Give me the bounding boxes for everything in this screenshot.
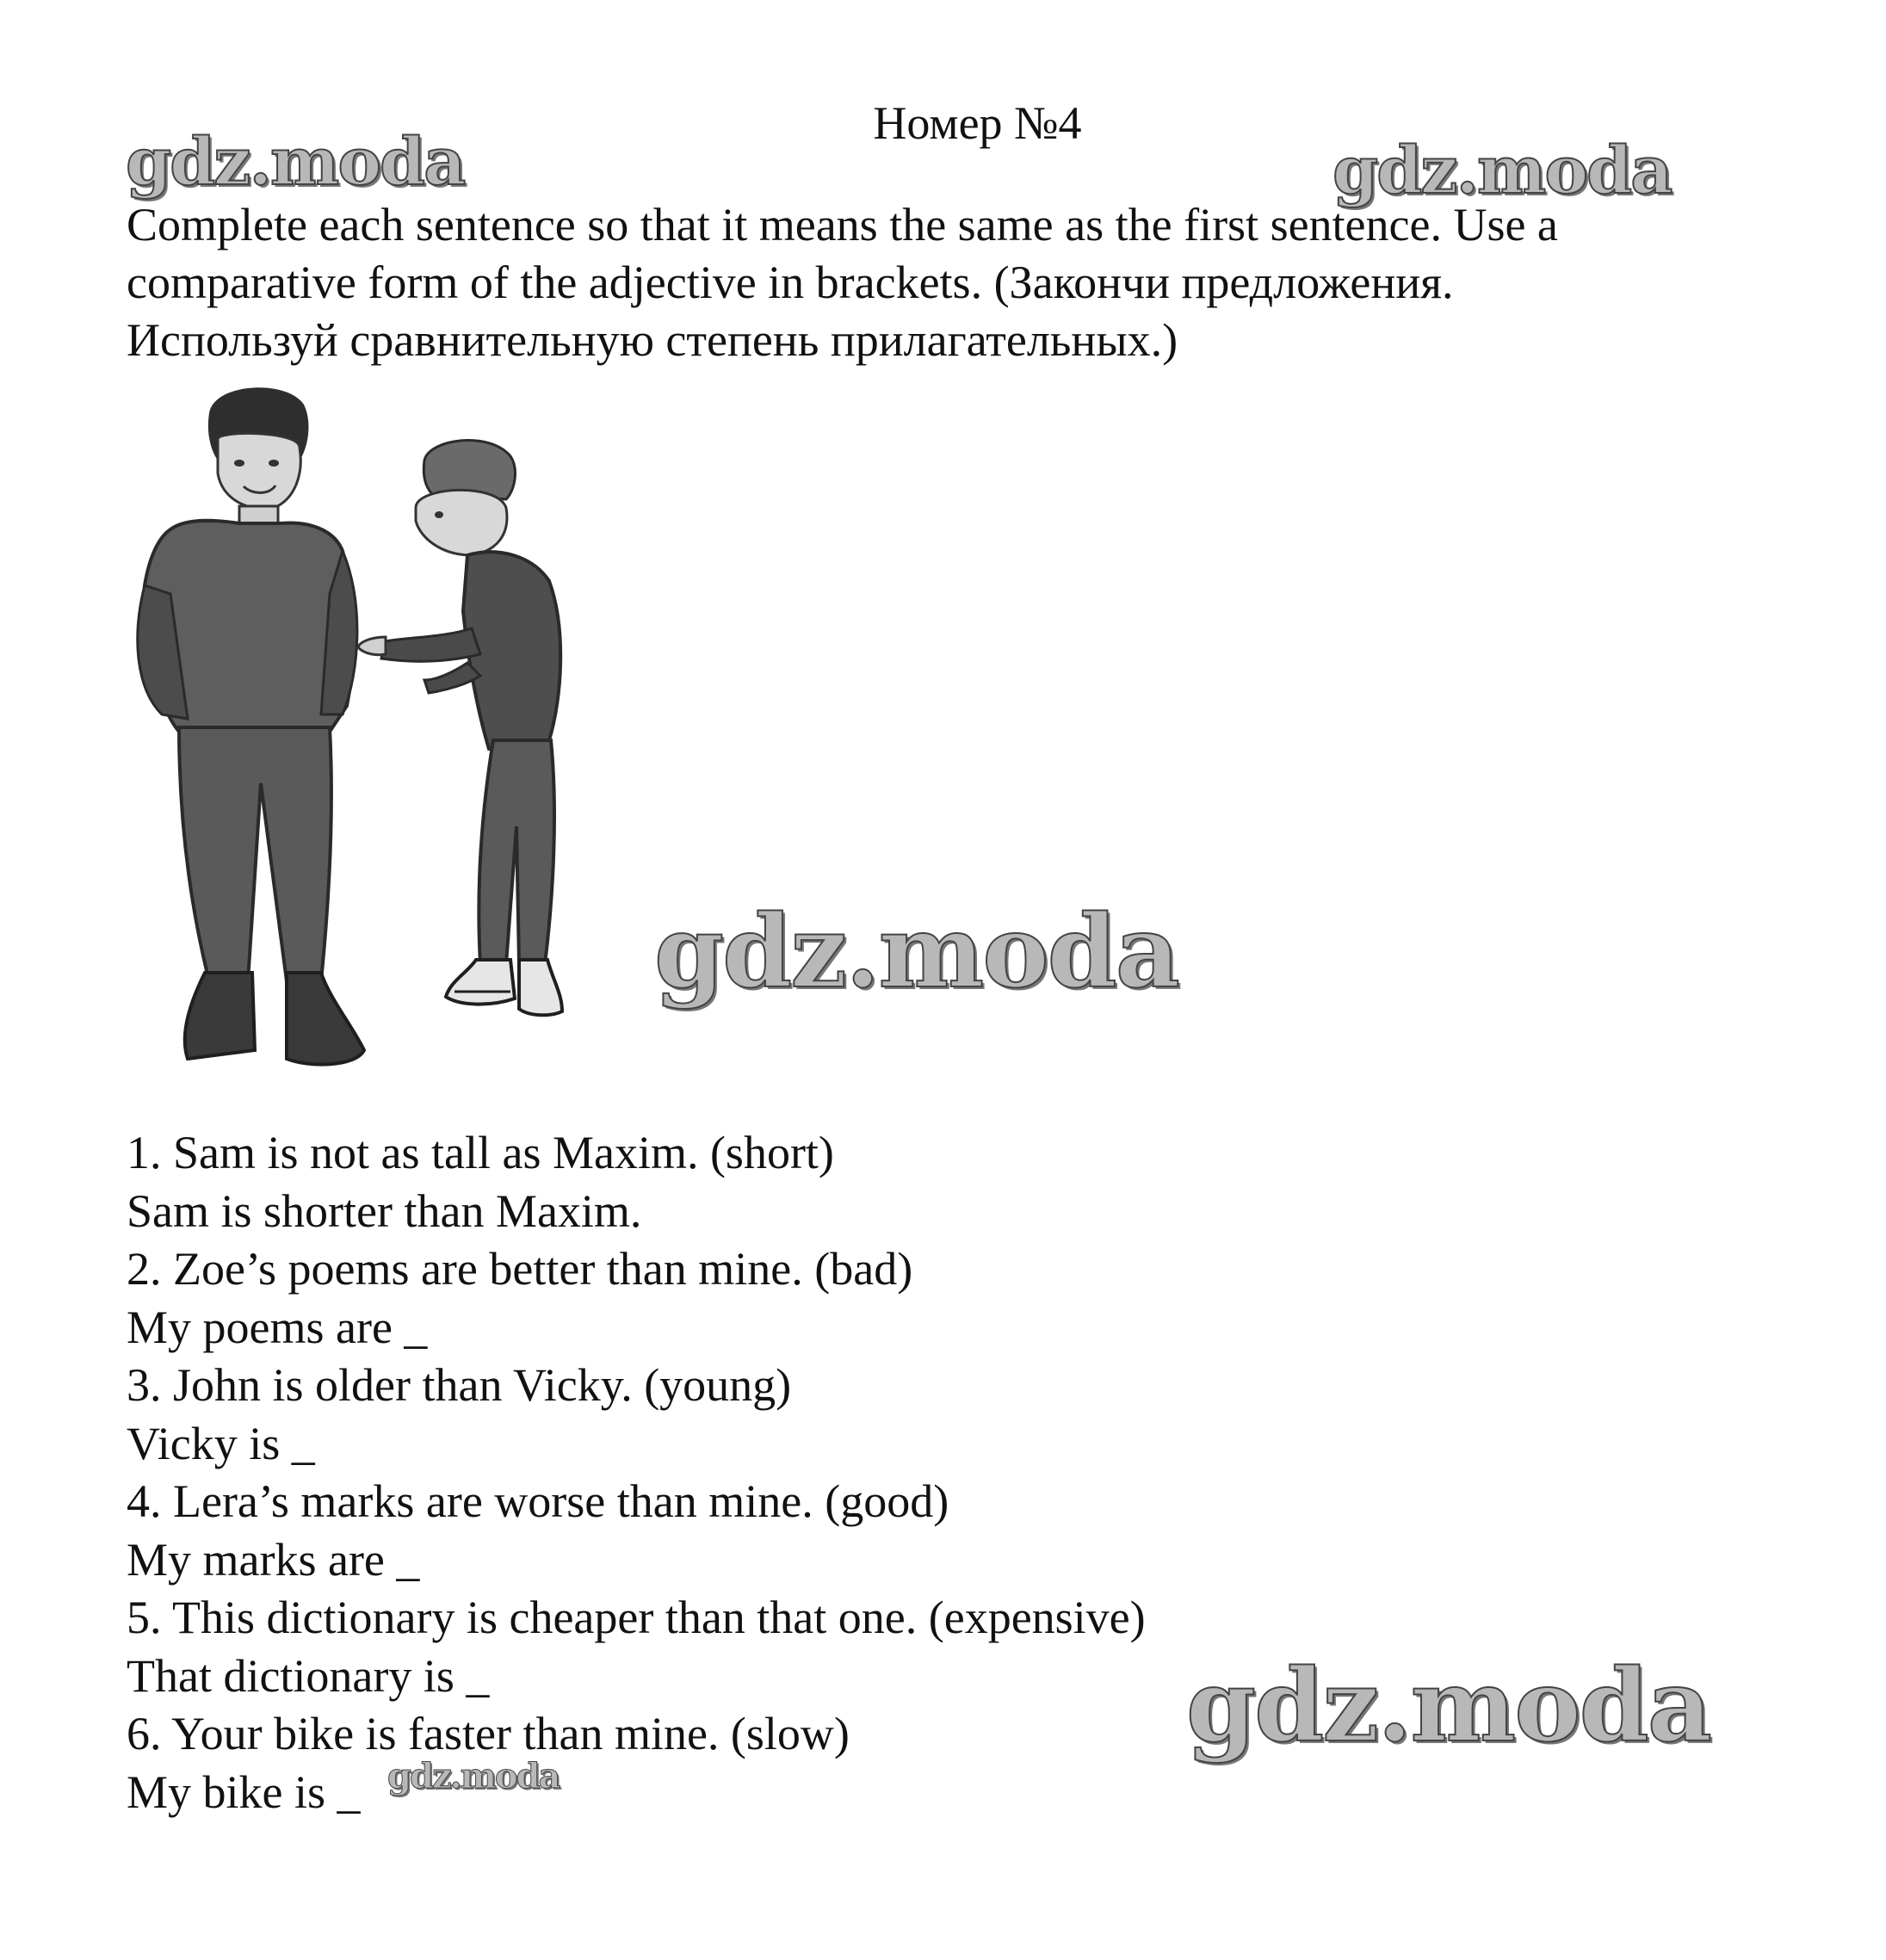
watermark: gdz.moda xyxy=(126,123,465,200)
short-boy-figure xyxy=(358,440,562,1015)
exercise-answer: My bike is _ xyxy=(127,1765,361,1818)
watermark: gdz.moda xyxy=(1333,132,1672,208)
exercise-prompt: 2. Zoe’s poems are better than mine. (bad) xyxy=(127,1243,913,1295)
exercise-prompt: 6. Your bike is faster than mine. (slow) xyxy=(127,1708,850,1759)
watermark: gdz.moda xyxy=(387,1756,560,1796)
exercise-answer: That dictionary is _ xyxy=(127,1649,490,1702)
exercise-prompt: 3. John is older than Vicky. (young) xyxy=(127,1359,792,1411)
exercise-answer: Sam is shorter than Maxim. xyxy=(127,1184,642,1237)
exercise-answer: My poems are _ xyxy=(127,1301,428,1353)
two-boys-illustration xyxy=(127,379,661,1119)
exercise-answer: Vicky is _ xyxy=(127,1417,315,1469)
exercise-answer: My marks are _ xyxy=(127,1533,420,1586)
page-title: Номер №4 xyxy=(873,97,1082,149)
exercise-prompt: 5. This dictionary is cheaper than that one. (expensive) xyxy=(127,1592,1146,1643)
instructions-line: Complete each sentence so that it means the same as the first sentence. Use a xyxy=(127,199,1558,250)
tall-boy-figure xyxy=(138,387,364,1064)
exercise-prompt: 1. Sam is not as tall as Maxim. (short) xyxy=(127,1127,834,1178)
instructions-line: comparative form of the adjective in brackets. (Закончи предложения. xyxy=(127,257,1454,308)
instructions-line: Используй сравнительную степень прилагательных.) xyxy=(127,314,1178,366)
watermark: gdz.moda xyxy=(1186,1648,1710,1765)
instructions xyxy=(127,196,1762,369)
exercise-prompt: 4. Lera’s marks are worse than mine. (good) xyxy=(127,1475,949,1527)
watermark: gdz.moda xyxy=(654,893,1178,1011)
